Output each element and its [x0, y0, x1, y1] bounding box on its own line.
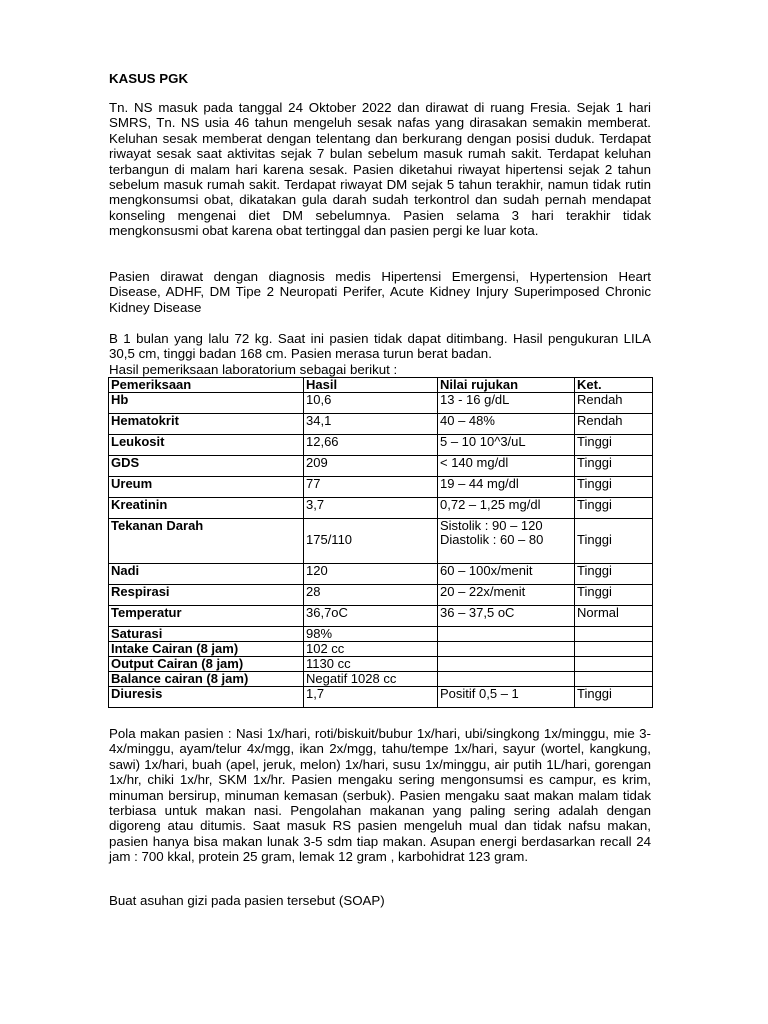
cell-note: Rendah: [575, 414, 653, 435]
table-row: [109, 498, 653, 519]
cell-reference: 5 – 10 10^3/uL: [438, 435, 575, 456]
cell-result: 209: [304, 456, 438, 477]
cell-reference: 13 - 16 g/dL: [438, 393, 575, 414]
table-row: [109, 435, 653, 456]
cell-result: 10,6: [304, 393, 438, 414]
cell-name: Nadi: [109, 564, 304, 585]
header-nilai-rujukan: Nilai rujukan: [438, 378, 575, 393]
table-row: [109, 672, 653, 687]
cell-reference: 40 – 48%: [438, 414, 575, 435]
cell-result: 28: [304, 585, 438, 606]
header-pemeriksaan: Pemeriksaan: [109, 378, 304, 393]
cell-name: Respirasi: [109, 585, 304, 606]
cell-result: 102 cc: [304, 642, 438, 657]
cell-name: Intake Cairan (8 jam): [109, 642, 304, 657]
systolic-reference: Sistolik : 90 – 120: [440, 518, 543, 533]
cell-reference: [438, 519, 575, 564]
cell-result: 1130 cc: [304, 657, 438, 672]
table-row: [109, 585, 653, 606]
cell-result: 98%: [304, 627, 438, 642]
cell-result: 34,1: [304, 414, 438, 435]
cell-result: 77: [304, 477, 438, 498]
cell-note: Normal: [575, 606, 653, 627]
cell-name: Leukosit: [109, 435, 304, 456]
case-intro-paragraph: Tn. NS masuk pada tanggal 24 Oktober 2022 dan dirawat di ruang Fresia. Sejak 1 hari SMRS, Tn. NS usia 46 tahun mengeluh sesak nafas yang dirasakan semakin memberat. Keluhan sesak memberat dengan telentang dan berkurang dengan posisi duduk. Terdapat riwayat sesak saat aktivitas sejak 7 bulan sebelum masuk rumah sakit. Terdapat keluhan terbangun di malam hari karena sesak. Pasien diketahui riwayat hipertensi sejak 2 tahun sebelum masuk rumah sakit. Terdapat riwayat DM sejak 5 tahun terakhir, namun tidak rutin mengkonsumsi obat, dikatakan gula darah sudah terkontrol dan sudah pernah mendapat konseling mengenai diet DM sebelumnya. Pasien selama 3 hari terakhir tidak mengkonsusmi obat karena obat tertinggal dan pasien pergi ke luar kota.: [109, 100, 651, 239]
cell-name: Hematokrit: [109, 414, 304, 435]
cell-note: Tinggi: [575, 435, 653, 456]
table-row: [109, 456, 653, 477]
table-row: [109, 393, 653, 414]
cell-note: Rendah: [575, 393, 653, 414]
cell-reference: [438, 642, 575, 657]
cell-result: 12,66: [304, 435, 438, 456]
table-row: [109, 657, 653, 672]
document-title: KASUS PGK: [109, 71, 189, 86]
lab-results-table: [108, 377, 653, 708]
diagnosis-paragraph: Pasien dirawat dengan diagnosis medis Hipertensi Emergensi, Hypertension Heart Disease, ADHF, DM Tipe 2 Neuropati Perifer, Acute Kidney Injury Superimposed Chronic Kidney Disease: [109, 269, 651, 315]
header-ket: Ket.: [575, 378, 653, 393]
cell-reference: 0,72 – 1,25 mg/dl: [438, 498, 575, 519]
cell-result: 36,7oC: [304, 606, 438, 627]
cell-note: Tinggi: [575, 477, 653, 498]
diet-pattern-paragraph: Pola makan pasien : Nasi 1x/hari, roti/biskuit/bubur 1x/hari, ubi/singkong 1x/minggu, mie 3-4x/minggu, ayam/telur 4x/mgg, ikan 2x/mgg, tahu/tempe 1x/hari, sayur (wortel, kangkung, sawi) 1x/hari, buah (apel, jeruk, melon) 1x/hari, susu 1x/minggu, air putih 1L/hari, gorengan 1x/hr, chiki 1x/hr, SKM 1x/hr. Pasien mengaku sering mengonsumsi es campur, es krim, minuman bersirup, minuman kemasan (serbuk). Pasien mengaku saat makan malam tidak terbiasa untuk makan nasi. Pengolahan makanan yang paling sering adalah dengan digoreng atau ditumis. Saat masuk RS pasien mengeluh mual dan tidak nafsu makan, pasien hanya bisa makan lunak 3-5 sdm tiap makan. Asupan energi berdasarkan recall 24 jam : 700 kkal, protein 25 gram, lemak 12 gram , karbohidrat 123 gram.: [109, 726, 651, 865]
cell-name: Hb: [109, 393, 304, 414]
cell-note: [575, 627, 653, 642]
cell-note: Tinggi: [575, 498, 653, 519]
cell-reference: [438, 657, 575, 672]
table-row: [109, 642, 653, 657]
cell-name: Output Cairan (8 jam): [109, 657, 304, 672]
cell-note: Tinggi: [575, 519, 653, 564]
cell-reference: [438, 627, 575, 642]
cell-name: Kreatinin: [109, 498, 304, 519]
cell-name: Tekanan Darah: [109, 519, 304, 564]
cell-reference: < 140 mg/dl: [438, 456, 575, 477]
table-row: [109, 519, 653, 564]
table-row: [109, 477, 653, 498]
cell-result: 3,7: [304, 498, 438, 519]
cell-note: Tinggi: [575, 564, 653, 585]
header-hasil: Hasil: [304, 378, 438, 393]
table-header-row: [109, 378, 653, 393]
cell-name: Ureum: [109, 477, 304, 498]
task-instruction: Buat asuhan gizi pada pasien tersebut (SOAP): [109, 893, 385, 908]
cell-result: Negatif 1028 cc: [304, 672, 438, 687]
cell-note: Tinggi: [575, 687, 653, 708]
lab-intro-text: Hasil pemeriksaan laboratorium sebagai berikut :: [109, 361, 398, 377]
cell-result: 1,7: [304, 687, 438, 708]
cell-result: 120: [304, 564, 438, 585]
cell-reference: 60 – 100x/menit: [438, 564, 575, 585]
cell-name: Temperatur: [109, 606, 304, 627]
cell-name: Balance cairan (8 jam): [109, 672, 304, 687]
cell-name: Saturasi: [109, 627, 304, 642]
cell-note: Tinggi: [575, 585, 653, 606]
cell-note: [575, 657, 653, 672]
table-row: [109, 606, 653, 627]
diastolic-reference: Diastolik : 60 – 80: [440, 532, 544, 547]
weight-text: B 1 bulan yang lalu 72 kg. Saat ini pasien tidak dapat ditimbang. Hasil pengukuran LILA 30,5 cm, tinggi badan 168 cm. Pasien merasa turun berat badan.: [109, 331, 651, 362]
anthropometry-paragraph: [109, 331, 651, 377]
cell-reference: 19 – 44 mg/dl: [438, 477, 575, 498]
cell-reference: [438, 672, 575, 687]
cell-reference: 20 – 22x/menit: [438, 585, 575, 606]
cell-note: [575, 642, 653, 657]
table-row: [109, 627, 653, 642]
cell-reference: 36 – 37,5 oC: [438, 606, 575, 627]
cell-reference: Positif 0,5 – 1: [438, 687, 575, 708]
cell-name: GDS: [109, 456, 304, 477]
cell-name: Diuresis: [109, 687, 304, 708]
cell-note: Tinggi: [575, 456, 653, 477]
table-row: [109, 564, 653, 585]
cell-result: 175/110: [304, 519, 438, 564]
table-row: [109, 414, 653, 435]
table-row: [109, 687, 653, 708]
cell-note: [575, 672, 653, 687]
